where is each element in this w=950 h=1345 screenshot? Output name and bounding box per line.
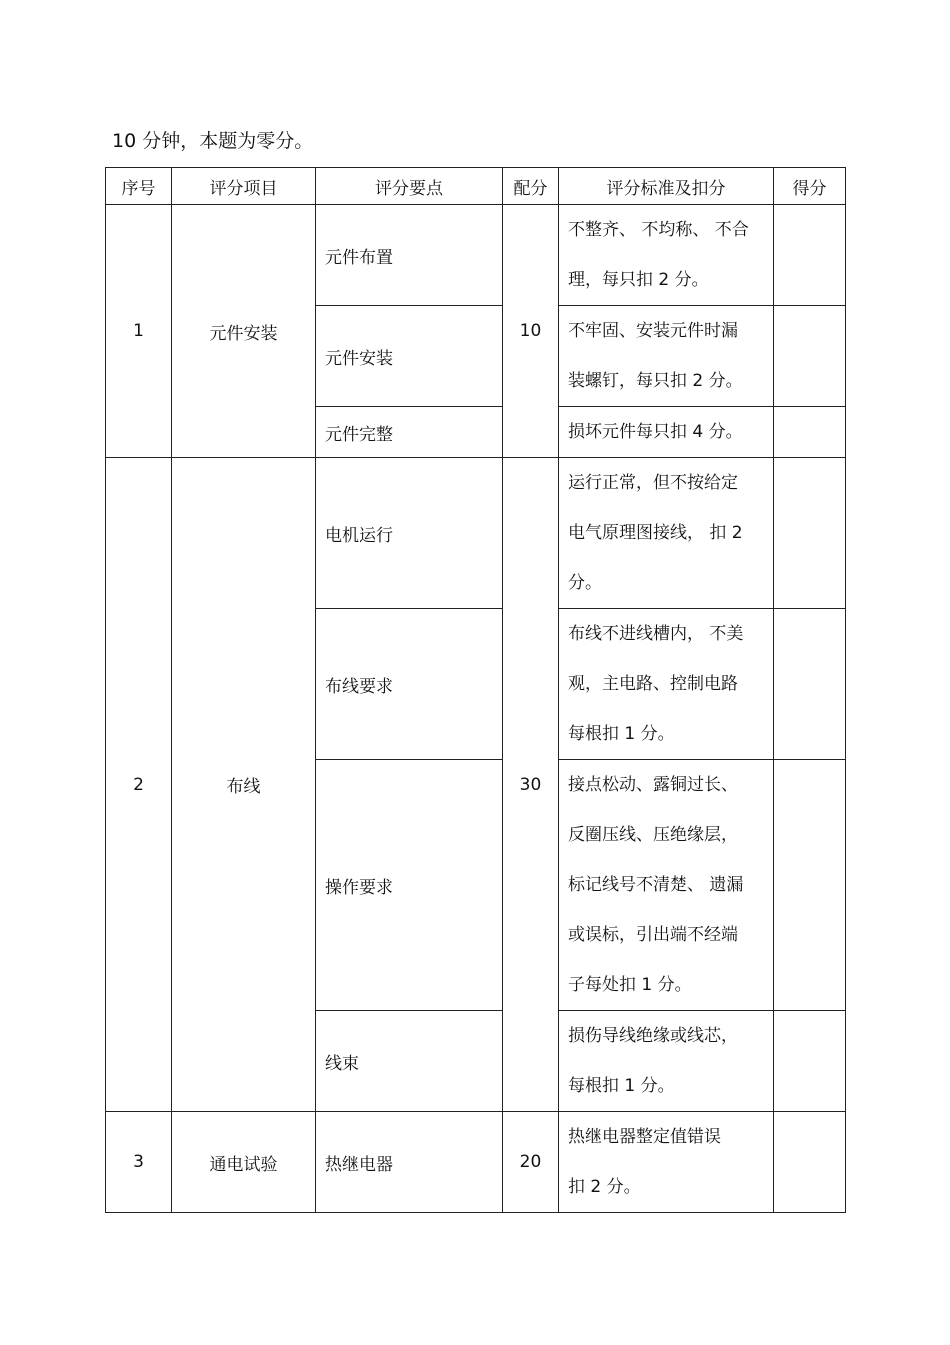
point-cell: 操作要求 (316, 760, 503, 1011)
item-cell: 通电试验 (172, 1112, 316, 1213)
score-cell[interactable] (774, 205, 846, 306)
header-row (106, 168, 846, 205)
point-cell: 元件安装 (316, 306, 503, 407)
item-cell: 布线 (172, 458, 316, 1112)
point-cell: 线束 (316, 1011, 503, 1112)
score-cell[interactable] (774, 1112, 846, 1213)
score-cell[interactable] (774, 760, 846, 1011)
header-criteria: 评分标准及扣分 (559, 168, 774, 205)
criteria-cell: 运行正常，但不按给定 电气原理图接线， 扣 2 分。 (559, 458, 774, 609)
score-cell[interactable] (774, 1011, 846, 1112)
score-cell[interactable] (774, 609, 846, 760)
point-cell: 元件布置 (316, 205, 503, 306)
criteria-cell: 不整齐、 不均称、 不合 理，每只扣 2 分。 (559, 205, 774, 306)
table-row (106, 205, 846, 306)
points-cell: 30 (503, 458, 559, 1112)
score-cell[interactable] (774, 458, 846, 609)
header-points: 配分 (503, 168, 559, 205)
points-cell: 10 (503, 205, 559, 458)
header-item: 评分项目 (172, 168, 316, 205)
header-score: 得分 (774, 168, 846, 205)
scoring-table (105, 167, 846, 1213)
criteria-cell: 接点松动、露铜过长、 反圈压线、压绝缘层， 标记线号不清楚、 遗漏 或误标，引出端不经端 子每处扣 1 分。 (559, 760, 774, 1011)
header-seq: 序号 (106, 168, 172, 205)
criteria-cell: 热继电器整定值错误 扣 2 分。 (559, 1112, 774, 1213)
point-cell: 热继电器 (316, 1112, 503, 1213)
score-cell[interactable] (774, 407, 846, 458)
table-row (106, 458, 846, 609)
criteria-cell: 不牢固、安装元件时漏 装螺钉，每只扣 2 分。 (559, 306, 774, 407)
score-cell[interactable] (774, 306, 846, 407)
criteria-cell: 布线不进线槽内， 不美 观，主电路、控制电路 每根扣 1 分。 (559, 609, 774, 760)
points-cell: 20 (503, 1112, 559, 1213)
seq-cell: 3 (106, 1112, 172, 1213)
table-row (106, 1112, 846, 1213)
seq-cell: 1 (106, 205, 172, 458)
point-cell: 布线要求 (316, 609, 503, 760)
seq-cell: 2 (106, 458, 172, 1112)
criteria-cell: 损伤导线绝缘或线芯， 每根扣 1 分。 (559, 1011, 774, 1112)
criteria-cell: 损坏元件每只扣 4 分。 (559, 407, 774, 458)
point-cell: 元件完整 (316, 407, 503, 458)
item-cell: 元件安装 (172, 205, 316, 458)
point-cell: 电机运行 (316, 458, 503, 609)
intro-text: 10 分钟，本题为零分。 (112, 130, 314, 152)
header-point: 评分要点 (316, 168, 503, 205)
